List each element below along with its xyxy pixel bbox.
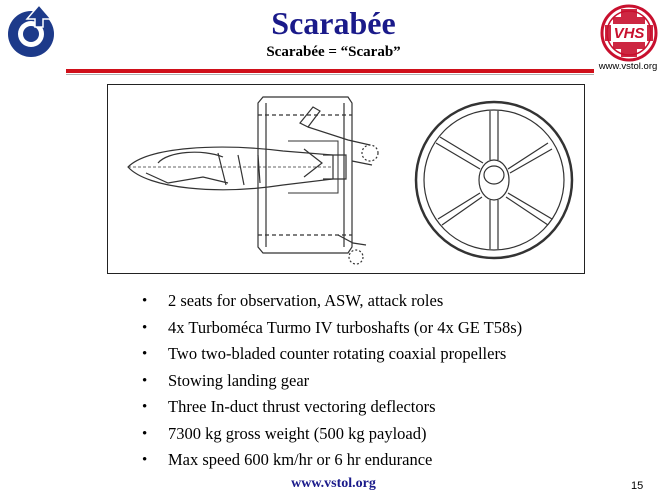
vhs-logo — [597, 3, 661, 63]
scarabee-drawing — [107, 84, 585, 274]
footer-url: www.vstol.org — [291, 476, 376, 491]
list-item: • Three In-duct thrust vectoring deflectors — [140, 396, 522, 423]
list-item: • 2 seats for observation, ASW, attack roles — [140, 290, 522, 317]
list-item: • Max speed 600 km/hr or 6 hr endurance — [140, 449, 522, 476]
slide-title: Scarabée — [271, 5, 396, 41]
slide-subtitle: Scarabée = “Scarab” — [266, 44, 401, 60]
list-item: • 4x Turboméca Turmo IV turboshafts (or 4x GE T58s) — [140, 317, 522, 344]
title-rule-shadow — [66, 74, 594, 75]
page-number: 15 — [631, 480, 644, 492]
title-rule — [66, 69, 594, 73]
vhs-logo-text: VHS — [613, 25, 645, 42]
list-item: • 7300 kg gross weight (500 kg payload) — [140, 423, 522, 450]
header-url: www.vstol.org — [598, 61, 658, 72]
feature-list — [140, 290, 522, 476]
list-item: • Two two-bladed counter rotating coaxial propellers — [140, 343, 522, 370]
list-item: • Stowing landing gear — [140, 370, 522, 397]
